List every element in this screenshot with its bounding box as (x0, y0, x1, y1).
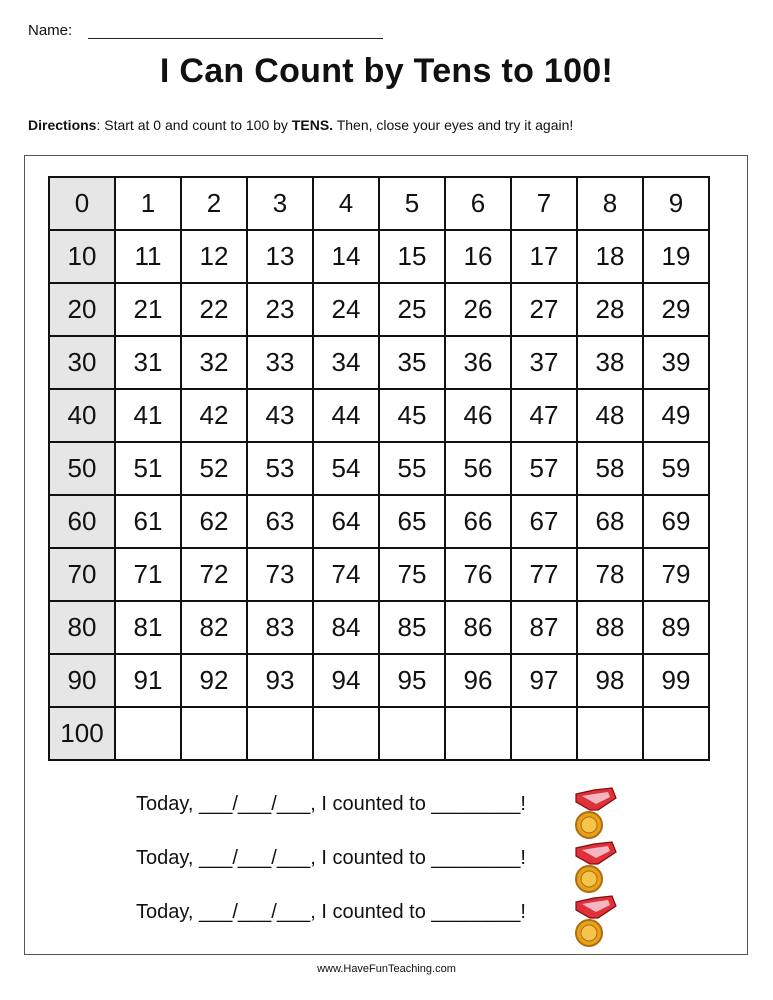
number-cell: 87 (511, 601, 577, 654)
number-cell: 45 (379, 389, 445, 442)
number-cell (511, 707, 577, 760)
number-cell: 85 (379, 601, 445, 654)
medal-icon (572, 786, 618, 842)
count-log-line-1[interactable]: Today, ___/___/___, I counted to ________! (136, 793, 526, 815)
number-cell: 44 (313, 389, 379, 442)
number-cell: 65 (379, 495, 445, 548)
grid-row (49, 336, 709, 389)
number-cell: 39 (643, 336, 709, 389)
number-cell: 77 (511, 548, 577, 601)
count-log-line-2[interactable]: Today, ___/___/___, I counted to ________! (136, 847, 526, 869)
number-cell (379, 707, 445, 760)
tens-cell: 10 (49, 230, 115, 283)
grid-row (49, 601, 709, 654)
number-cell: 35 (379, 336, 445, 389)
number-cell: 29 (643, 283, 709, 336)
number-cell: 66 (445, 495, 511, 548)
number-cell: 88 (577, 601, 643, 654)
number-cell: 7 (511, 177, 577, 230)
number-cell: 9 (643, 177, 709, 230)
number-cell: 14 (313, 230, 379, 283)
number-cell: 73 (247, 548, 313, 601)
number-cell: 31 (115, 336, 181, 389)
number-cell: 76 (445, 548, 511, 601)
number-cell: 33 (247, 336, 313, 389)
number-cell: 72 (181, 548, 247, 601)
number-cell: 69 (643, 495, 709, 548)
tens-cell: 30 (49, 336, 115, 389)
grid-row (49, 495, 709, 548)
medal-icon (572, 840, 618, 896)
tens-cell: 0 (49, 177, 115, 230)
number-cell: 49 (643, 389, 709, 442)
grid-row (49, 177, 709, 230)
number-cell: 32 (181, 336, 247, 389)
number-cell (247, 707, 313, 760)
number-cell: 42 (181, 389, 247, 442)
page-title: I Can Count by Tens to 100! (159, 52, 614, 90)
number-cell: 81 (115, 601, 181, 654)
tens-cell: 80 (49, 601, 115, 654)
grid-row (49, 283, 709, 336)
number-cell: 57 (511, 442, 577, 495)
number-cell: 34 (313, 336, 379, 389)
number-cell: 95 (379, 654, 445, 707)
number-cell: 41 (115, 389, 181, 442)
number-cell: 64 (313, 495, 379, 548)
number-cell: 59 (643, 442, 709, 495)
count-log-line-3[interactable]: Today, ___/___/___, I counted to ________! (136, 901, 526, 923)
number-cell: 92 (181, 654, 247, 707)
number-cell: 43 (247, 389, 313, 442)
number-cell: 46 (445, 389, 511, 442)
number-cell: 74 (313, 548, 379, 601)
number-cell: 93 (247, 654, 313, 707)
number-cell: 91 (115, 654, 181, 707)
number-cell: 71 (115, 548, 181, 601)
grid-row (49, 442, 709, 495)
number-cell: 99 (643, 654, 709, 707)
name-input-line[interactable] (88, 24, 383, 39)
tens-cell: 50 (49, 442, 115, 495)
number-cell: 28 (577, 283, 643, 336)
tens-cell: 40 (49, 389, 115, 442)
number-cell: 6 (445, 177, 511, 230)
directions (28, 117, 573, 133)
number-cell: 48 (577, 389, 643, 442)
number-cell: 96 (445, 654, 511, 707)
number-cell: 98 (577, 654, 643, 707)
number-cell: 56 (445, 442, 511, 495)
number-cell: 16 (445, 230, 511, 283)
number-cell: 94 (313, 654, 379, 707)
number-cell: 26 (445, 283, 511, 336)
number-cell: 67 (511, 495, 577, 548)
number-cell: 79 (643, 548, 709, 601)
grid-row (49, 389, 709, 442)
number-cell: 5 (379, 177, 445, 230)
number-cell: 53 (247, 442, 313, 495)
number-cell: 19 (643, 230, 709, 283)
number-cell: 15 (379, 230, 445, 283)
tens-cell: 100 (49, 707, 115, 760)
number-cell: 63 (247, 495, 313, 548)
number-cell: 83 (247, 601, 313, 654)
number-cell: 55 (379, 442, 445, 495)
name-row (28, 22, 383, 39)
number-cell (181, 707, 247, 760)
number-cell: 12 (181, 230, 247, 283)
number-cell: 25 (379, 283, 445, 336)
number-cell (643, 707, 709, 760)
directions-text-1: : Start at 0 and count to 100 by (96, 117, 292, 133)
number-cell (115, 707, 181, 760)
number-cell: 82 (181, 601, 247, 654)
number-cell: 24 (313, 283, 379, 336)
directions-text-2: Then, close your eyes and try it again! (333, 117, 574, 133)
number-cell: 38 (577, 336, 643, 389)
grid-row (49, 548, 709, 601)
number-cell: 62 (181, 495, 247, 548)
number-cell: 11 (115, 230, 181, 283)
number-cell: 3 (247, 177, 313, 230)
number-cell (313, 707, 379, 760)
number-cell: 51 (115, 442, 181, 495)
grid-row (49, 654, 709, 707)
number-cell: 97 (511, 654, 577, 707)
number-cell: 4 (313, 177, 379, 230)
number-cell: 23 (247, 283, 313, 336)
number-cell: 47 (511, 389, 577, 442)
directions-bold: TENS. (291, 117, 334, 133)
grid-row (49, 230, 709, 283)
number-cell: 21 (115, 283, 181, 336)
number-cell: 1 (115, 177, 181, 230)
number-cell: 89 (643, 601, 709, 654)
footer-site: www.HaveFunTeaching.com (317, 963, 456, 975)
number-cell: 75 (379, 548, 445, 601)
number-cell: 2 (181, 177, 247, 230)
number-cell: 68 (577, 495, 643, 548)
number-cell: 8 (577, 177, 643, 230)
number-cell: 54 (313, 442, 379, 495)
number-cell: 27 (511, 283, 577, 336)
tens-cell: 90 (49, 654, 115, 707)
number-cell: 22 (181, 283, 247, 336)
number-cell: 18 (577, 230, 643, 283)
number-cell: 13 (247, 230, 313, 283)
number-cell (577, 707, 643, 760)
medal-icon (572, 894, 618, 950)
number-cell: 86 (445, 601, 511, 654)
tens-cell: 20 (49, 283, 115, 336)
number-cell: 52 (181, 442, 247, 495)
number-cell: 61 (115, 495, 181, 548)
hundreds-chart (48, 176, 710, 761)
directions-label: Directions (28, 117, 97, 133)
number-cell: 17 (511, 230, 577, 283)
number-cell: 36 (445, 336, 511, 389)
grid-row (49, 707, 709, 760)
name-label: Name: (28, 22, 73, 39)
number-cell: 37 (511, 336, 577, 389)
number-cell: 58 (577, 442, 643, 495)
number-cell (445, 707, 511, 760)
number-cell: 84 (313, 601, 379, 654)
number-cell: 78 (577, 548, 643, 601)
tens-cell: 60 (49, 495, 115, 548)
tens-cell: 70 (49, 548, 115, 601)
